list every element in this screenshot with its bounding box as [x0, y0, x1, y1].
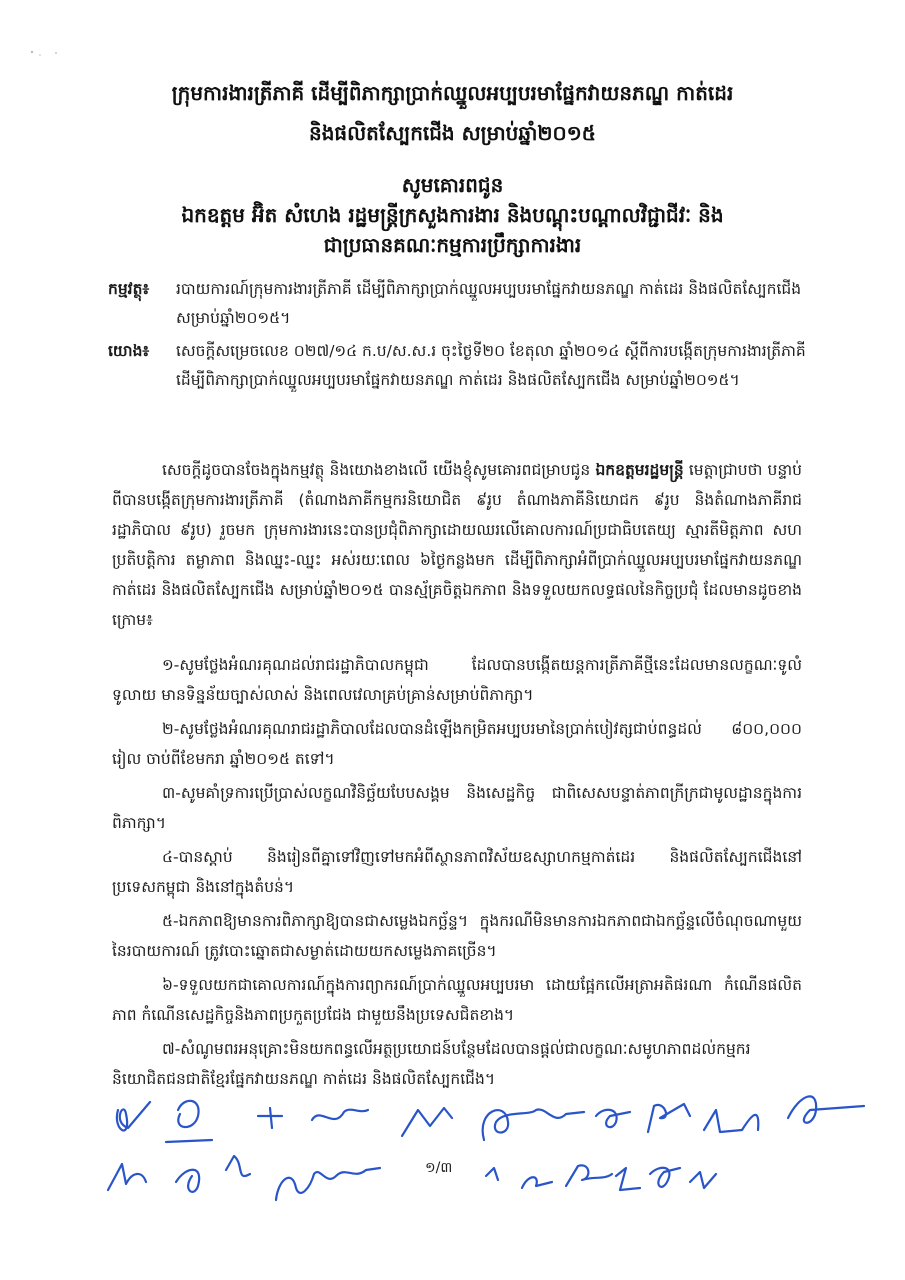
reference-label: យោង៖: [108, 342, 150, 360]
point-5: ៥-ឯកភាពឱ្យមានការពិភាក្សាឱ្យបានជាសម្លេងឯកច្ឆ័ន្ទ។ ក្នុងករណីមិនមានការឯកភាពជាឯកច្ឆ័ន្ទលើចំណុចណាមួយនៃរបាយការណ៍ ត្រូវបោះឆ្នោតជាសម្ងាត់ដោយយកសម្លេងភាគច្រើន។: [112, 912, 802, 960]
signature-11: [108, 1164, 146, 1190]
point-4: ៤-បានស្តាប់ និងរៀនពីគ្នាទៅវិញទៅមកអំពីស្ថានភាពវិស័យឧស្សាហកម្មកាត់ដេរ និងផលិតស្បែកជើងនៅប្រទេសកម្ពុជា និងនៅក្នុងតំបន់។: [112, 848, 802, 896]
point-1: ១-សូមថ្លែងអំណរគុណដល់រាជរដ្ឋាភិបាលកម្ពុជា ដែលបានបង្កើតយន្តការត្រីភាគីថ្មីនេះដែលមានលក្ខណៈទូលំទូលាយ មានទិន្នន័យច្បាស់លាស់ និងពេលវេលាគ្រប់គ្រាន់សម្រាប់ពិភាក្សា។: [112, 656, 802, 704]
point-3: ៣-សូមគាំទ្រការប្រើប្រាស់លក្ខណវិនិច្ឆ័យបែបសង្គម និងសេដ្ឋកិច្ច ជាពិសេសបន្ទាត់ភាពក្រីក្រជាមូលដ្ឋានក្នុងការពិភាក្សា។: [112, 784, 802, 832]
page-number: ១/៣: [425, 1160, 453, 1176]
scan-mark: [26, 44, 66, 64]
signature-4: [312, 1110, 368, 1120]
signature-14: [276, 1168, 380, 1200]
signature-2: [166, 1101, 212, 1142]
signature-1: [117, 1102, 150, 1130]
subject-label: កម្មវត្ថុ៖: [108, 280, 150, 298]
subject-block: [108, 275, 808, 333]
point-7: ៧-សំណូមពរអនុគ្រោះមិនយកពន្ធលើអត្ថប្រយោជន៍បន្ថែមដែលបានផ្តល់ជាលក្ខណៈសមូហភាពដល់កម្មករនិយោជិតជនជាតិខ្មែរផ្នែកវាយនភណ្ឌ កាត់ដេរ និងផលិតស្បែកជើង។: [112, 1040, 751, 1088]
signature-18: [616, 1168, 640, 1190]
intro-text-start: សេចក្តីដូចបានចែងក្នុងកម្មវត្ថុ និងយោងខាងលើ យើងខ្ញុំសូមគោរពជម្រាបជូន: [162, 461, 596, 479]
point-6: ៦-ទទួលយកជាគោលការណ៍ក្នុងការព្យាករណ៍ប្រាក់ឈ្នួលអប្បបរមា ដោយផ្អែកលើអត្រាអតិផរណា កំណើនផលិតភាព កំណើនសេដ្ឋកិច្ចនិងភាពប្រកួតប្រជែង ជាមួយនឹងប្រទេសជិតខាង។: [112, 976, 802, 1024]
reference-block: [108, 337, 808, 395]
signature-3: [258, 1108, 282, 1128]
signature-5: [402, 1108, 452, 1136]
addressee-line1: ឯកឧត្តម អ៊ិត សំហេង រដ្ឋមន្ត្រីក្រសួងការងារ និងបណ្តុះបណ្តាលវិជ្ជាជីវៈ និង: [181, 203, 724, 227]
signature-8: [648, 1104, 690, 1132]
signature-6: [483, 1109, 584, 1140]
signature-19: [650, 1168, 680, 1187]
intro-bold-addressee: ឯកឧត្តមរដ្ឋមន្ត្រី: [595, 461, 684, 479]
point-2: ២-សូមថ្លែងអំណរគុណរាជរដ្ឋាភិបាលដែលបានដំឡើងកម្រិតអប្បបរមានៃប្រាក់បៀវត្សជាប់ពន្ធដល់ ៨០០,០០០ រៀល ចាប់ពីខែមករា ឆ្នាំ២០១៥ តទៅ។: [112, 720, 802, 768]
signatures-area: [0, 1070, 905, 1220]
signature-10: [788, 1096, 864, 1122]
document-title-line1: ក្រុមការងារត្រីភាគី ដើម្បីពិភាក្សាប្រាក់ឈ្នួលអប្បបរមាផ្នែកវាយនភណ្ឌ កាត់ដេរ: [171, 81, 734, 105]
addressee-intro: សូមគោរពជូន: [401, 173, 504, 197]
document-title-line2: និងផលិតស្បែកជើង សម្រាប់ឆ្នាំ២០១៥: [309, 121, 596, 145]
signature-9: [704, 1110, 758, 1132]
signature-15: [486, 1168, 498, 1180]
intro-text-rest: មេត្តាជ្រាបថា បន្ទាប់ពីបានបង្កើតក្រុមការងារត្រីភាគី (តំណាងភាគីកម្មករនិយោជិត ៩រូប តំណាងភាគីនិយោជក ៩រូប និងតំណាងភាគីរាជរដ្ឋាភិបាល ៩រូប) រួចមក ក្រុមការងារនេះបានប្រជុំពិភាក្សាដោយឈរលើគោលការណ៍ប្រជាធិបតេយ្យ ស្មារតីមិត្តភាព សហប្រតិបត្តិការ តម្លាភាព និងឈ្នះ-ឈ្នះ អស់រយៈពេល ៦ថ្ងៃកន្លងមក ដើម្បីពិភាក្សាអំពីប្រាក់ឈ្នួលអប្បបរមាផ្នែកវាយនភណ្ឌ កាត់ដេរ និងផលិតស្បែកជើង សម្រាប់ឆ្នាំ២០១៥ បានស្ម័គ្រចិត្តឯកភាព និងទទួលយកលទ្ធផលនៃកិច្ចប្រជុំ ដែលមានដូចខាងក្រោម៖: [112, 461, 802, 629]
signature-20: [690, 1172, 716, 1188]
subject-text: របាយការណ៍ក្រុមការងារត្រីភាគី ដើម្បីពិភាក្សាប្រាក់ឈ្នួលអប្បបរមាផ្នែកវាយនភណ្ឌ កាត់ដេរ និងផលិតស្បែកជើង សម្រាប់ឆ្នាំ២០១៥។: [176, 280, 802, 327]
reference-text: សេចក្តីសម្រេចលេខ ០២៧/១៤ ក.ប/ស.ស.រ ចុះថ្ងៃទី២០ ខែតុលា ឆ្នាំ២០១៤ ស្តីពីការបង្កើតក្រុមការងារត្រីភាគី ដើម្បីពិភាក្សាប្រាក់ឈ្នួលអប្បបរមាផ្នែកវាយនភណ្ឌ កាត់ដេរ និងផលិតស្បែកជើង សម្រាប់ឆ្នាំ២០១៥។: [176, 342, 806, 389]
addressee-line2: ជាប្រធានគណៈកម្មការប្រឹក្សាការងារ: [323, 233, 582, 257]
signature-16: [522, 1177, 552, 1188]
intro-paragraph: [112, 455, 802, 635]
signature-12: [176, 1170, 199, 1192]
signature-13: [226, 1156, 250, 1176]
signature-7: [596, 1110, 630, 1127]
signature-17: [566, 1165, 612, 1186]
